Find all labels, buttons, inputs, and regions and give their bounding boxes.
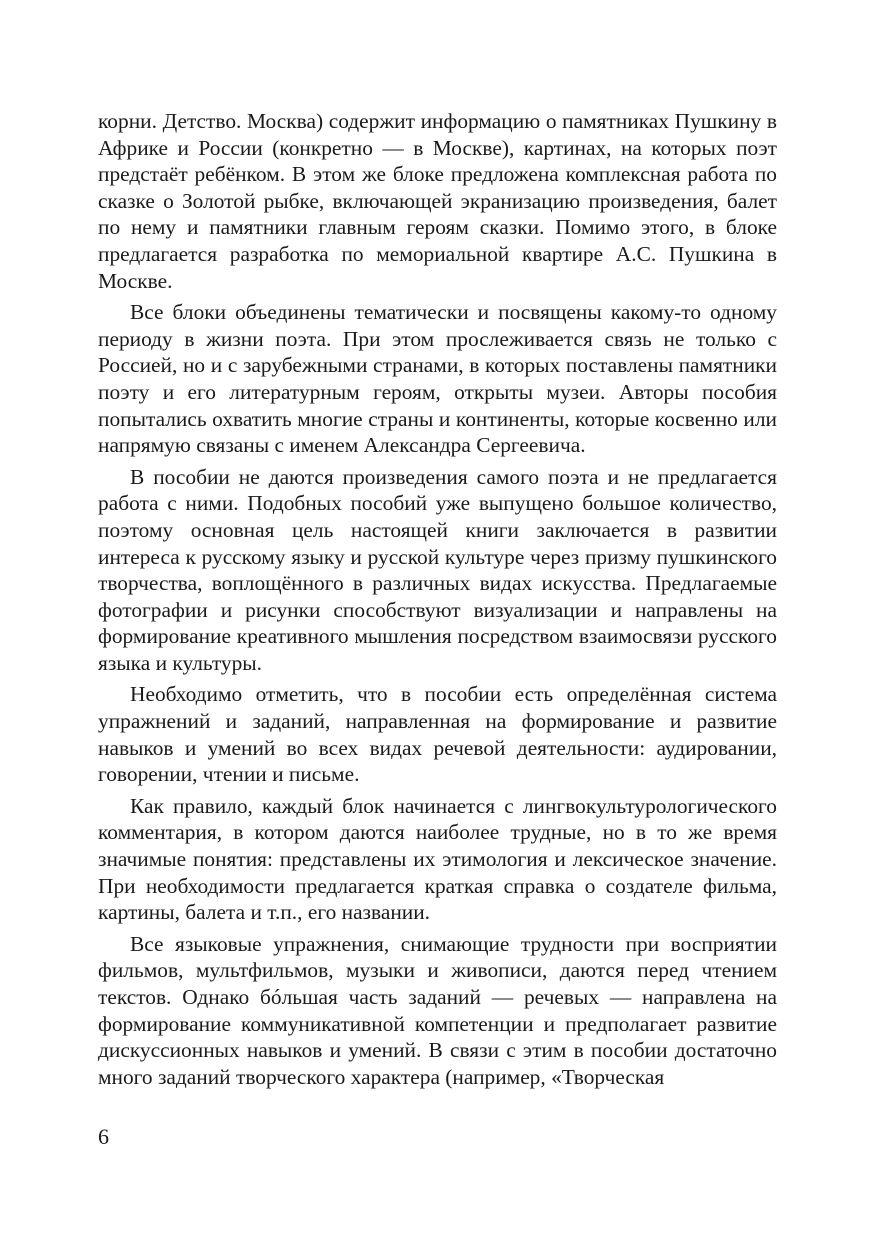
page-body [98,108,777,1095]
paragraph-5: Как правило, каждый блок начинается с лингвокультурологического комментария, в котором даются наиболее трудные, но в то же время значимые понятия: представлены их этимология и лексическое значение. При необходимости предлагается краткая справка о создателе фильма, картины, балета и т.п., его названии. [98,793,777,925]
paragraph-2: Все блоки объединены тематически и посвящены какому-то одному периоду в жизни поэта. При этом прослеживается связь не только с Россией, но и с зарубежными странами, в которых поставлены памятники поэту и его литературным героям, открыты музеи. Авторы пособия попытались охватить многие страны и континенты, которые косвенно или напрямую связаны с именем Александра Сергеевича. [98,300,777,458]
paragraph-4: Необходимо отметить, что в пособии есть определённая система упражнений и заданий, направленная на формирование и развитие навыков и умений во всех видах речевой деятельности: аудировании, говорении, чтении и письме. [98,682,777,787]
paragraph-6: Все языковые упражнения, снимающие трудности при восприятии фильмов, мультфильмов, музыки и живописи, даются перед чтением текстов. Однако бóльшая часть заданий — речевых — направлена на формирование коммуникативной компетенции и предполагает развитие дискуссионных навыков и умений. В связи с этим в пособии достаточно много заданий творческого характера (например, «Творческая [98,931,777,1089]
page-number: 6 [98,1124,109,1149]
paragraph-3: В пособии не даются произведения самого поэта и не предлагается работа с ними. Подобных пособий уже выпущено большое количество, поэтому основная цель настоящей книги заключается в развитии интереса к русскому языку и русской культуре через призму пушкинского творчества, воплощённого в различных видах искусства. Предлагаемые фотографии и рисунки способствуют визуализации и направлены на формирование креативного мышления посредством взаимосвязи русского языка и культуры. [98,464,777,675]
paragraph-1: корни. Детство. Москва) содержит информацию о памятниках Пушкину в Африке и России (конкретно — в Москве), картинах, на которых поэт предстаёт ребёнком. В этом же блоке предложена комплексная работа по сказке о Золотой рыбке, включающей экранизацию произведения, балет по нему и памятники главным героям сказки. Помимо этого, в блоке предлагается разработка по мемориальной квартире А.С. Пушкина в Москве. [98,109,777,293]
